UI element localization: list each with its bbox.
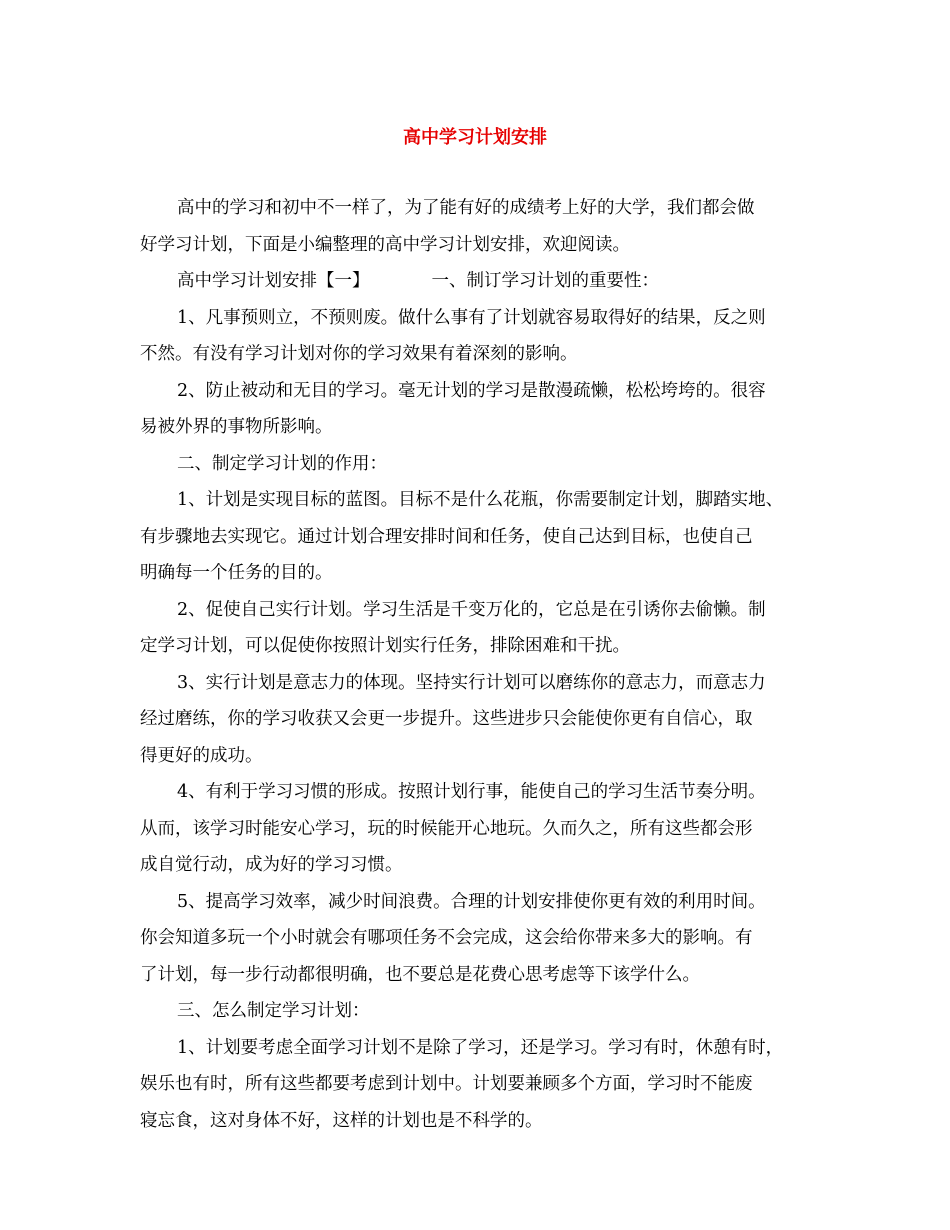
text-line-content: 1、计划是实现目标的蓝图。目标不是什么花瓶，你需要制定计划，脚踏实地、 bbox=[177, 490, 784, 510]
text-line bbox=[140, 811, 820, 848]
text-line bbox=[140, 227, 820, 264]
text-line bbox=[140, 957, 820, 994]
text-line bbox=[140, 920, 820, 957]
document-title: 高中学习计划安排 bbox=[403, 127, 547, 148]
text-line bbox=[140, 555, 820, 592]
text-line bbox=[140, 847, 820, 884]
text-line-tail: 一、制订学习计划的重要性： bbox=[431, 271, 659, 291]
text-line-content: 易被外界的事物所影响。 bbox=[140, 417, 333, 437]
text-line bbox=[140, 1103, 820, 1140]
text-line-content: 1、计划要考虑全面学习计划不是除了学习，还是学习。学习有时，休憩有时， bbox=[177, 1037, 784, 1058]
text-line bbox=[140, 1066, 820, 1103]
text-line bbox=[140, 701, 820, 738]
text-line-content: 2、促使自己实行计划。学习生活是千变万化的，它总是在引诱你去偷懒。制 bbox=[177, 599, 766, 620]
text-line bbox=[140, 628, 820, 665]
text-line bbox=[140, 446, 820, 483]
text-line-content: 5、提高学习效率，减少时间浪费。合理的计划安排使你更有效的利用时间。 bbox=[177, 891, 766, 912]
text-line-content: 好学习计划，下面是小编整理的高中学习计划安排，欢迎阅读。 bbox=[140, 234, 630, 255]
text-line bbox=[140, 993, 820, 1030]
text-line bbox=[140, 409, 820, 446]
text-line-content: 经过磨练，你的学习收获又会更一步提升。这些进步只会能使你更有自信心，取 bbox=[140, 709, 753, 729]
text-line-content: 不然。有没有学习计划对你的学习效果有着深刻的影响。 bbox=[140, 344, 578, 364]
text-line-content: 高中的学习和初中不一样了，为了能有好的成绩考上好的大学，我们都会做 bbox=[177, 198, 755, 218]
text-line-content: 3、实行计划是意志力的体现。坚持实行计划可以磨练你的意志力，而意志力 bbox=[177, 672, 766, 693]
text-line bbox=[140, 300, 820, 337]
text-line-content: 从而，该学习时能安心学习，玩的时候能开心地玩。久而久之，所有这些都会形 bbox=[140, 818, 753, 839]
text-line-content: 了计划，每一步行动都很明确，也不要总是花费心思考虑等下该学什么。 bbox=[140, 964, 700, 985]
text-line bbox=[140, 884, 820, 921]
text-line bbox=[140, 336, 820, 373]
text-line bbox=[140, 592, 820, 629]
text-line bbox=[140, 263, 820, 300]
text-line bbox=[140, 1030, 820, 1067]
text-line-content: 成自觉行动，成为好的学习习惯。 bbox=[140, 855, 403, 875]
text-line bbox=[140, 738, 820, 775]
text-line-content: 有步骤地去实现它。通过计划合理安排时间和任务，使自己达到目标，也使自己 bbox=[140, 526, 753, 547]
text-line-content: 1、凡事预则立，不预则废。做什么事有了计划就容易取得好的结果，反之则 bbox=[177, 307, 766, 328]
text-line-content: 三、怎么制定学习计划： bbox=[177, 1001, 370, 1021]
text-line bbox=[140, 519, 820, 556]
text-line-content: 娱乐也有时，所有这些都要考虑到计划中。计划要兼顾多个方面，学习时不能废 bbox=[140, 1074, 753, 1094]
text-line-content: 明确每一个任务的目的。 bbox=[140, 563, 333, 583]
text-line-content: 高中学习计划安排【一】 bbox=[177, 271, 370, 291]
text-line bbox=[140, 482, 820, 519]
text-line bbox=[140, 373, 820, 410]
text-line-content: 你会知道多玩一个小时就会有哪项任务不会完成，这会给你带来多大的影响。有 bbox=[140, 928, 753, 948]
text-line-content: 2、防止被动和无目的学习。毫无计划的学习是散漫疏懒，松松垮垮的。很容 bbox=[177, 380, 766, 401]
document-body bbox=[140, 190, 820, 1139]
text-line-content: 定学习计划，可以促使你按照计划实行任务，排除困难和干扰。 bbox=[140, 636, 630, 656]
text-line-content: 得更好的成功。 bbox=[140, 745, 263, 766]
text-line-content: 4、有利于学习习惯的形成。按照计划行事，能使自己的学习生活节奏分明。 bbox=[177, 782, 766, 802]
text-line bbox=[140, 665, 820, 702]
text-line-content: 二、制定学习计划的作用： bbox=[177, 453, 387, 474]
text-line bbox=[140, 190, 820, 227]
text-line bbox=[140, 774, 820, 811]
text-line-content: 寝忘食，这对身体不好，这样的计划也是不科学的。 bbox=[140, 1110, 543, 1131]
